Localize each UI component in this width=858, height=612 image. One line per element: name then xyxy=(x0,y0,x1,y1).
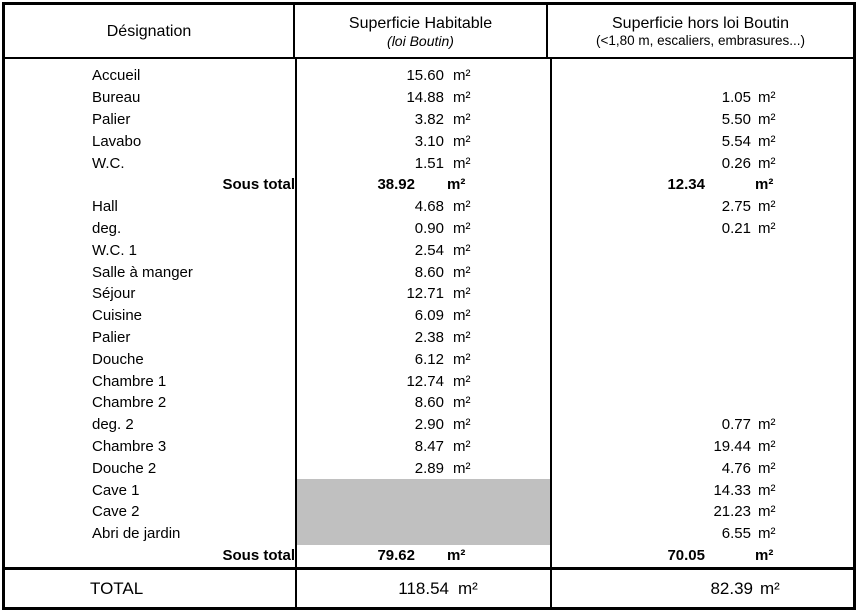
habitable-unit: m² xyxy=(453,372,471,390)
habitable-unit: m² xyxy=(453,241,471,259)
header-hors-line2: (<1,80 m, escaliers, embrasures...) xyxy=(596,32,805,48)
cell-habitable xyxy=(297,152,552,174)
habitable-value: 4.68 xyxy=(414,198,444,216)
cell-hors xyxy=(552,109,853,131)
cell-hors xyxy=(552,65,853,87)
cell-hors xyxy=(552,348,853,370)
table-row xyxy=(5,174,853,196)
habitable-unit: m² xyxy=(447,546,466,564)
table-row xyxy=(5,414,853,436)
cell-hors xyxy=(552,283,853,305)
table-row xyxy=(5,305,853,327)
habitable-value: 12.74 xyxy=(406,372,444,390)
table-row xyxy=(5,457,853,479)
hors-value: 70.05 xyxy=(667,546,705,564)
table-row xyxy=(5,392,853,414)
total-habitable-cell xyxy=(297,570,552,607)
row-label: Cave 1 xyxy=(92,481,140,499)
hors-unit: m² xyxy=(755,176,774,194)
habitable-unit: m² xyxy=(453,459,471,477)
table-row xyxy=(5,152,853,174)
table-row xyxy=(5,283,853,305)
table-header xyxy=(5,5,853,59)
cell-hors xyxy=(552,523,853,545)
row-label: Cave 2 xyxy=(92,503,140,521)
hors-unit: m² xyxy=(758,437,776,455)
habitable-unit: m² xyxy=(447,176,466,194)
hors-unit: m² xyxy=(758,154,776,172)
table-row xyxy=(5,218,853,240)
cell-habitable xyxy=(297,545,552,567)
column-divider-2-total xyxy=(550,570,552,607)
cell-habitable xyxy=(297,348,552,370)
hors-unit: m² xyxy=(758,132,776,150)
hors-unit: m² xyxy=(758,503,776,521)
cell-habitable xyxy=(297,479,552,501)
habitable-value: 0.90 xyxy=(414,219,444,237)
column-divider-2 xyxy=(550,59,552,567)
cell-hors xyxy=(552,545,853,567)
cell-habitable xyxy=(297,174,552,196)
habitable-unit: m² xyxy=(453,350,471,368)
row-label: Sous total xyxy=(222,176,295,194)
habitable-value: 3.82 xyxy=(414,110,444,128)
habitable-value: 2.54 xyxy=(414,241,444,259)
cell-hors xyxy=(552,239,853,261)
habitable-unit: m² xyxy=(453,328,471,346)
row-label: Cuisine xyxy=(92,307,143,325)
cell-habitable xyxy=(297,392,552,414)
row-label: Chambre 3 xyxy=(92,437,167,455)
header-superficie-hors-boutin xyxy=(548,5,853,57)
hors-unit: m² xyxy=(758,110,776,128)
cell-habitable xyxy=(297,196,552,218)
cell-hors xyxy=(552,457,853,479)
habitable-value: 15.60 xyxy=(406,67,444,85)
cell-habitable xyxy=(297,239,552,261)
habitable-value: 6.12 xyxy=(414,350,444,368)
cell-hors xyxy=(552,196,853,218)
habitable-unit: m² xyxy=(453,437,471,455)
habitable-value: 79.62 xyxy=(377,546,415,564)
habitable-value: 12.71 xyxy=(406,285,444,303)
habitable-unit: m² xyxy=(453,110,471,128)
header-hors-line1: Superficie hors loi Boutin xyxy=(612,14,789,32)
habitable-value: 6.09 xyxy=(414,307,444,325)
habitable-value: 2.89 xyxy=(414,459,444,477)
habitable-value: 8.60 xyxy=(414,263,444,281)
cell-habitable xyxy=(297,87,552,109)
hors-unit: m² xyxy=(758,219,776,237)
header-designation-label: Désignation xyxy=(106,22,192,40)
cell-hors xyxy=(552,370,853,392)
row-label: Abri de jardin xyxy=(92,525,181,543)
row-label: W.C. 1 xyxy=(92,241,138,259)
habitable-unit: m² xyxy=(453,285,471,303)
row-label: deg. 2 xyxy=(92,416,134,434)
total-hors-unit: m² xyxy=(760,578,780,598)
hors-value: 0.77 xyxy=(721,416,751,434)
column-divider-1-total xyxy=(295,570,297,607)
row-label: Bureau xyxy=(92,89,141,107)
habitable-unit: m² xyxy=(453,67,471,85)
row-label: Chambre 2 xyxy=(92,394,167,412)
habitable-unit: m² xyxy=(453,219,471,237)
surface-table xyxy=(2,2,856,610)
cell-habitable xyxy=(297,501,552,523)
cell-hors xyxy=(552,261,853,283)
hors-unit: m² xyxy=(758,198,776,216)
cell-habitable xyxy=(297,130,552,152)
cell-hors xyxy=(552,414,853,436)
row-label: Douche 2 xyxy=(92,459,157,477)
cell-hors xyxy=(552,152,853,174)
header-designation xyxy=(5,5,295,57)
table-row xyxy=(5,436,853,458)
hors-unit: m² xyxy=(758,459,776,477)
cell-habitable xyxy=(297,436,552,458)
habitable-unit: m² xyxy=(453,394,471,412)
cell-hors xyxy=(552,130,853,152)
table-row xyxy=(5,261,853,283)
habitable-value: 2.38 xyxy=(414,328,444,346)
habitable-value: 38.92 xyxy=(377,176,415,194)
habitable-value: 8.47 xyxy=(414,437,444,455)
habitable-value: 14.88 xyxy=(406,89,444,107)
cell-habitable xyxy=(297,523,552,545)
cell-habitable xyxy=(297,414,552,436)
habitable-value: 3.10 xyxy=(414,132,444,150)
row-label: Douche xyxy=(92,350,144,368)
hors-value: 1.05 xyxy=(721,89,751,107)
hors-unit: m² xyxy=(755,546,774,564)
cell-habitable xyxy=(297,305,552,327)
row-label: Séjour xyxy=(92,285,136,303)
table-body xyxy=(5,59,853,567)
hors-value: 0.26 xyxy=(721,154,751,172)
total-habitable-value: 118.54 xyxy=(398,578,449,598)
table-row xyxy=(5,348,853,370)
cell-hors xyxy=(552,436,853,458)
table-row xyxy=(5,65,853,87)
cell-habitable xyxy=(297,218,552,240)
habitable-unit: m² xyxy=(453,132,471,150)
row-label: Accueil xyxy=(92,67,141,85)
cell-habitable xyxy=(297,109,552,131)
header-superficie-habitable xyxy=(295,5,548,57)
hors-unit: m² xyxy=(758,416,776,434)
cell-hors xyxy=(552,327,853,349)
total-hors-cell xyxy=(552,570,853,607)
hors-value: 21.23 xyxy=(713,503,751,521)
table-row xyxy=(5,327,853,349)
hors-value: 6.55 xyxy=(721,525,751,543)
table-row xyxy=(5,545,853,567)
cell-hors xyxy=(552,87,853,109)
table-row xyxy=(5,523,853,545)
row-label: Palier xyxy=(92,110,131,128)
total-row xyxy=(5,567,853,607)
cell-habitable xyxy=(297,370,552,392)
table-row xyxy=(5,370,853,392)
row-label: W.C. xyxy=(92,154,125,172)
row-label: Hall xyxy=(92,198,118,216)
habitable-unit: m² xyxy=(453,198,471,216)
total-habitable-unit: m² xyxy=(458,578,478,598)
habitable-value: 1.51 xyxy=(414,154,444,172)
cell-hors xyxy=(552,305,853,327)
habitable-unit: m² xyxy=(453,89,471,107)
hors-unit: m² xyxy=(758,481,776,499)
cell-habitable xyxy=(297,327,552,349)
cell-hors xyxy=(552,174,853,196)
row-label: Sous total xyxy=(222,546,295,564)
cell-habitable xyxy=(297,65,552,87)
header-habitable-line1: Superficie Habitable xyxy=(348,14,493,32)
table-row xyxy=(5,87,853,109)
row-label: Salle à manger xyxy=(92,263,193,281)
hors-value: 0.21 xyxy=(721,219,751,237)
habitable-unit: m² xyxy=(453,416,471,434)
hors-value: 5.50 xyxy=(721,110,751,128)
hors-value: 2.75 xyxy=(721,198,751,216)
habitable-unit: m² xyxy=(453,307,471,325)
hors-value: 12.34 xyxy=(667,176,705,194)
hors-value: 5.54 xyxy=(721,132,751,150)
table-row xyxy=(5,501,853,523)
table-row xyxy=(5,196,853,218)
header-habitable-line2: (loi Boutin) xyxy=(387,32,454,49)
habitable-value: 2.90 xyxy=(414,416,444,434)
table-row xyxy=(5,239,853,261)
table-row xyxy=(5,479,853,501)
column-divider-1 xyxy=(295,59,297,567)
table-row xyxy=(5,109,853,131)
habitable-value: 8.60 xyxy=(414,394,444,412)
table-row xyxy=(5,130,853,152)
cell-hors xyxy=(552,392,853,414)
habitable-unit: m² xyxy=(453,263,471,281)
row-label: Chambre 1 xyxy=(92,372,167,390)
total-hors-value: 82.39 xyxy=(710,578,753,598)
habitable-unit: m² xyxy=(453,154,471,172)
total-label: TOTAL xyxy=(90,578,144,598)
hors-value: 4.76 xyxy=(721,459,751,477)
cell-habitable xyxy=(297,457,552,479)
hors-unit: m² xyxy=(758,525,776,543)
hors-unit: m² xyxy=(758,89,776,107)
row-label: Palier xyxy=(92,328,131,346)
cell-hors xyxy=(552,218,853,240)
cell-hors xyxy=(552,479,853,501)
cell-habitable xyxy=(297,283,552,305)
row-label: Lavabo xyxy=(92,132,142,150)
cell-habitable xyxy=(297,261,552,283)
cell-hors xyxy=(552,501,853,523)
hors-value: 14.33 xyxy=(713,481,751,499)
row-label: deg. xyxy=(92,219,122,237)
hors-value: 19.44 xyxy=(713,437,751,455)
